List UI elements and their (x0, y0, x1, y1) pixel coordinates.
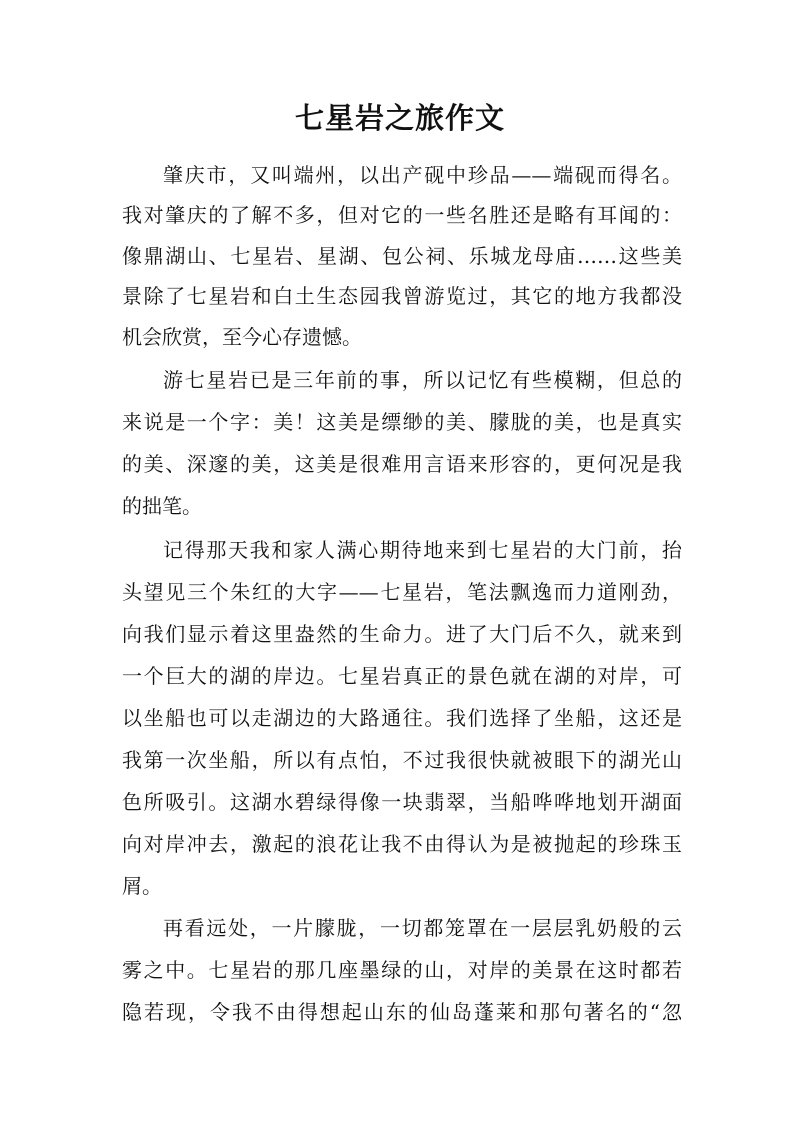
paragraph-1-line-4: 景除了七星岩和白土生态园我曾游览过，其它的地方我都没 (122, 284, 682, 308)
paragraph-3-line-3: 向我们显示着这里盎然的生命力。进了大门后不久，就来到 (122, 622, 682, 646)
paragraph-3-line-8: 向对岸冲去，激起的浪花让我不由得认为是被抛起的珍珠玉 (122, 832, 682, 856)
paragraph-2-line-4: 的拙笔。 (122, 494, 202, 518)
paragraph-1-line-3: 像鼎湖山、七星岩、星湖、包公祠、乐城龙母庙……这些美 (122, 244, 682, 268)
paragraph-3-line-7: 色所吸引。这湖水碧绿得像一块翡翠，当船哗哗地划开湖面 (122, 790, 682, 814)
paragraph-3-line-2: 头望见三个朱红的大字——七星岩，笔法飘逸而力道刚劲， (122, 580, 682, 604)
page-title: 七星岩之旅作文 (294, 101, 505, 135)
paragraph-3-line-5: 以坐船也可以走湖边的大路通往。我们选择了坐船，这还是 (122, 706, 682, 730)
paragraph-1-line-1: 肇庆市，又叫端州，以出产砚中珍品——端砚而得名。 (163, 163, 682, 187)
paragraph-4-line-3: 隐若现，令我不由得想起山东的仙岛蓬莱和那句著名的“忽 (122, 1000, 682, 1024)
paragraph-1-line-5: 机会欣赏，至今心存遗憾。 (122, 325, 362, 349)
paragraph-3-line-1: 记得那天我和家人满心期待地来到七星岩的大门前，抬 (163, 538, 682, 562)
paragraph-3-line-4: 一个巨大的湖的岸边。七星岩真正的景色就在湖的对岸，可 (122, 664, 682, 688)
paragraph-3-line-6: 我第一次坐船，所以有点怕，不过我很快就被眼下的湖光山 (122, 748, 682, 772)
paragraph-1-line-2: 我对肇庆的了解不多，但对它的一些名胜还是略有耳闻的： (122, 203, 682, 227)
paragraph-2-line-3: 的美、深邃的美，这美是很难用言语来形容的，更何况是我 (122, 452, 682, 476)
paragraph-4-line-2: 雾之中。七星岩的那几座墨绿的山，对岸的美景在这时都若 (122, 958, 682, 982)
paragraph-4-line-1: 再看远处，一片朦胧，一切都笼罩在一层层乳奶般的云 (163, 916, 682, 940)
paragraph-3-line-9: 屑。 (122, 874, 162, 898)
paragraph-2-line-2: 来说是一个字：美！这美是缥缈的美、朦胧的美，也是真实 (122, 410, 682, 434)
paragraph-2-line-1: 游七星岩已是三年前的事，所以记忆有些模糊，但总的 (163, 368, 682, 392)
